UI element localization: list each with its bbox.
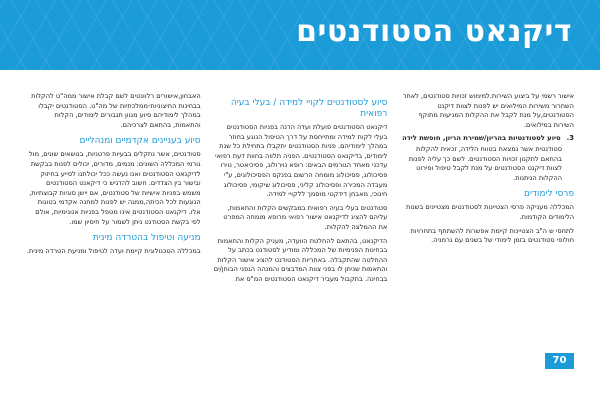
column-left xyxy=(26,92,201,354)
section-heading: סיוע לסטודנטים לקויי למידה / בעלי בעיה רפואית xyxy=(230,98,388,119)
content-columns xyxy=(26,92,574,354)
paragraph: סטודנטים, אשר נתקלים בבעיות פרטניות, בנושאים שונים, מול גורמי המכללה השונים: מנמים, מדורים, יכולים לפנות בבקשת לדיקנאט הסטודנטים ואנו נעשה ככל יכולתנו לסייע בחיזוק ובישור בין הצדדים. חשוב להדגיש כי דיקאנט הסטודנטים משמש בפניות אישיות של סטודנטים, אם יישן סוגיות קבוצתיות, הנוגעות לכל הכיתה,ממנה יש לפנות למחנה אקדמי בטוגות אלו. דיקנאט הסטודנטים אינו מטפל בפניות אנונימיות, אולם לפי בקשת הסטודנט ניתן לשמור על חיסיון שמו. xyxy=(29,150,201,226)
paragraph: האבחון,אישורים רלוונטים לשם קבלת אישור ממה"ט להקלות בבחינות החיצוניות-ממלכתיות של מה"ט. הסטודנטים יקבלו במהלך לימודיהם סיוע מגוון תגבורים לימודים, הקלות והתאמות, בהתאם לצרכיהם. xyxy=(31,92,201,129)
list-number: 3. xyxy=(566,134,574,143)
heading-text: סיוע לסטודנטיות בהריון/שמירת הריון, חופשת לידה xyxy=(402,134,561,143)
paragraph: המכללה מעניקה פרסי הצטיינות לסטודנטים מצטיינים בשנות הלימודים הקודמות. xyxy=(406,203,574,221)
column-middle xyxy=(213,92,388,354)
paragraph: סטודנטים בעלי בעיה רפואית במבקשים הקלות והתאמות, עליהם להציג לדיקנאט אישור רפואי מרופא מומחה המפרט את ההמלצה להקלות. xyxy=(223,203,388,231)
section-heading: סיוע בעניינים אקדמיים ומנהליים xyxy=(79,136,201,147)
section-heading: פרסי לימודים xyxy=(523,189,574,200)
numbered-heading xyxy=(399,134,574,144)
paragraph: הדיקנאט, בהתאם להחלטת הוועדה, מעניק הקלות והתאמות בבחינות הפנימיות של המכללה ומודיע לסטודנט בכתב על ההחלטה שהתקבלה. באחריות הסטודנט להציג אישור הקלות והתאמות שניתן לו בפני צוות המדבצים והמנהה הנפני הבוחן/ים בבחינה. בתקבול מעביר דיקנאט הסטודנטים המ"ס את xyxy=(213,236,388,283)
paragraph: אישור רשמי על ביצוע השירות.למימוש זכויות סטודנטים, לאחר השחרור משירות המילואים יש לפנות לצוות דיקנט הסטודנטים,על מנת לקבל את ההקלות המגיעות מתוקף השירות במילואים. xyxy=(402,92,574,129)
paragraph: לתחסי ש ה"ב הצטיינות קיימת אפשרות להשתתף בתחרויות חולופי סטודנטים בזמן לימודי של בשנים עם גרמניה. xyxy=(410,226,574,245)
page-title: דיקנאט הסטודנטים xyxy=(296,14,572,49)
column-right xyxy=(399,92,574,354)
paragraph: דיקנאט הסטודנטים פועלת ועדה הדנה בפניות הסטודנטים בעלי לקות למידה ומתייחסת על דרך הטיפול הנוגע בחוזר במהלך לימודיהם. פניות הסטודנטים יתקבלו בתחילת כל שנת לימודים, בדיקנאט הסטודנטים. הפניה תלווה בחוות דעת רפואי עדכני מאחד הגורמים הבאים: רופא נוירולוג, פסיכיאטר, נוירו פסיכולוג, פסיכולוג מומחה הרשום בפנקס הפסיכולוגים, ע"י מעבדה המכירה ופסיכולוג קליני, פסיכולוג שיקומי, פסיכולוג חינוכי, מאבחן דידקטי מוסמך ללקויי למידה. xyxy=(215,123,388,199)
paragraph: סטודנטית אשר נמצאת בטווח הלידה, זכאית להקלות בהתאם לתקנון זכויות הסטודנטים. לשם כך עליה לפנות לצוות דיקנט הסטודנטים על מנת לקבל טיפול ופירוט ההקלות הניתנות. xyxy=(408,144,562,182)
page-number-badge: 70 xyxy=(545,353,574,369)
paragraph: במכללה הטכנולוגית קיימת ועדה לטיפול ומניעת הטרדה מינית. xyxy=(26,247,201,256)
header-banner xyxy=(0,0,600,70)
section-heading: מניעה וטיפול בהטרדה מינית xyxy=(92,233,201,244)
